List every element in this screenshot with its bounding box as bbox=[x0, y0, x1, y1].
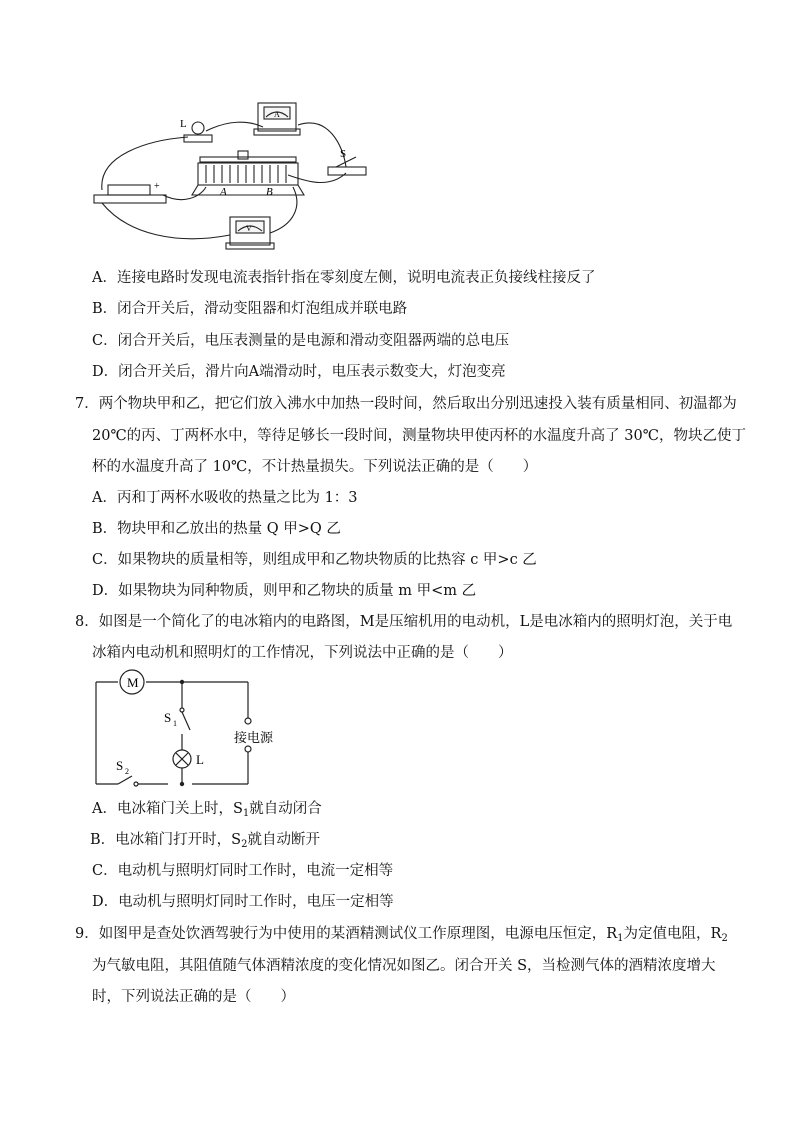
label-switch-S1-sub: 1 bbox=[173, 719, 177, 728]
q8-stem-line1: 8．如图是一个简化了的电冰箱内的电路图，M是压缩机用的电动机，L是电冰箱内的照明灯泡，关于电 bbox=[75, 614, 733, 630]
q9-stem-line1-text: 9．如图甲是查处饮酒驾驶行为中使用的某酒精测试仪工作原理图，电源电压恒定，R bbox=[75, 926, 618, 942]
label-ammeter-A: A bbox=[274, 110, 280, 119]
q6-option-c: C．闭合开关后，电压表测量的是电源和滑动变阻器两端的总电压 bbox=[92, 333, 510, 349]
label-motor-M: M bbox=[127, 675, 139, 690]
q9-stem-line1-mid: 为定值电阻，R bbox=[623, 926, 722, 942]
q8-option-d: D．电动机与照明灯同时工作时，电压一定相等 bbox=[92, 894, 394, 910]
q7-option-a: A．丙和丁两杯水吸收的热量之比为 1：3 bbox=[92, 490, 358, 506]
q9-stem-line3: 时，下列说法正确的是（ ） bbox=[92, 989, 295, 1005]
label-battery-plus: + bbox=[154, 181, 160, 192]
q8-option-b-text-end: 就自动断开 bbox=[247, 832, 320, 848]
q8-option-a bbox=[92, 799, 322, 824]
q7-option-b: B．物块甲和乙放出的热量 Q 甲>Q 乙 bbox=[92, 521, 341, 537]
label-switch-S: S bbox=[340, 148, 347, 160]
label-rheostat-end-B: B bbox=[266, 186, 273, 198]
label-lamp-L: L bbox=[180, 118, 187, 130]
q7-option-c: C．如果物块的质量相等，则组成甲和乙物块物质的比热容 c 甲>c 乙 bbox=[92, 552, 537, 568]
q9-stem-line2: 为气敏电阻，其阻值随气体酒精浓度的变化情况如图乙。闭合开关 S，当检测气体的酒精浓度增大 bbox=[92, 958, 716, 974]
q8-option-a-text: A．电冰箱门关上时，S bbox=[92, 801, 243, 817]
label-switch-S2: S bbox=[116, 758, 124, 773]
label-rheostat-end-A: A bbox=[220, 186, 227, 198]
circuit-apparatus-figure bbox=[88, 95, 388, 255]
refrigerator-circuit-figure bbox=[92, 668, 292, 788]
q6-option-b: B．闭合开关后，滑动变阻器和灯泡组成并联电路 bbox=[92, 301, 408, 317]
label-lamp-L: L bbox=[196, 752, 204, 767]
q8-option-b-text: B．电冰箱门打开时，S bbox=[90, 832, 242, 848]
label-switch-S2-sub: 2 bbox=[125, 767, 129, 776]
q8-option-b bbox=[90, 830, 320, 855]
label-power-supply: 接电源 bbox=[234, 730, 274, 745]
q6-option-a: A．连接电路时发现电流表指针指在零刻度左侧，说明电流表正负接线柱接反了 bbox=[92, 270, 596, 286]
q9-stem-line1 bbox=[75, 924, 728, 949]
q9-r1-sub: 1 bbox=[617, 933, 624, 944]
q8-option-c: C．电动机与照明灯同时工作时，电流一定相等 bbox=[92, 863, 394, 879]
q6-option-d: D．闭合开关后，滑片向A端滑动时，电压表示数变大，灯泡变亮 bbox=[92, 364, 506, 380]
q7-stem-line3: 杯的水温度升高了 10℃，不计热量损失。下列说法正确的是（ ） bbox=[92, 459, 538, 475]
q7-stem-line2: 20℃的丙、丁两杯水中，等待足够长一段时间，测量物块甲使丙杯的水温度升高了 30℃，物块乙使丁 bbox=[92, 428, 746, 444]
q8-stem-line2: 冰箱内电动机和照明灯的工作情况，下列说法中正确的是（ ） bbox=[92, 645, 513, 661]
q8-option-a-sub: 1 bbox=[242, 808, 250, 819]
q8-option-a-text-end: 就自动闭合 bbox=[249, 801, 322, 817]
q8-option-b-sub: 2 bbox=[241, 839, 248, 850]
q7-option-d: D．如果物块为同种物质，则甲和乙物块的质量 m 甲<m 乙 bbox=[92, 583, 477, 599]
q7-stem-line1: 7．两个物块甲和乙，把它们放入沸水中加热一段时间，然后取出分别迅速投入装有质量相同、初温都为 bbox=[75, 396, 737, 412]
q9-r2-sub: 2 bbox=[721, 933, 728, 944]
label-switch-S1: S bbox=[164, 710, 172, 725]
label-voltmeter-V: V bbox=[246, 224, 252, 233]
